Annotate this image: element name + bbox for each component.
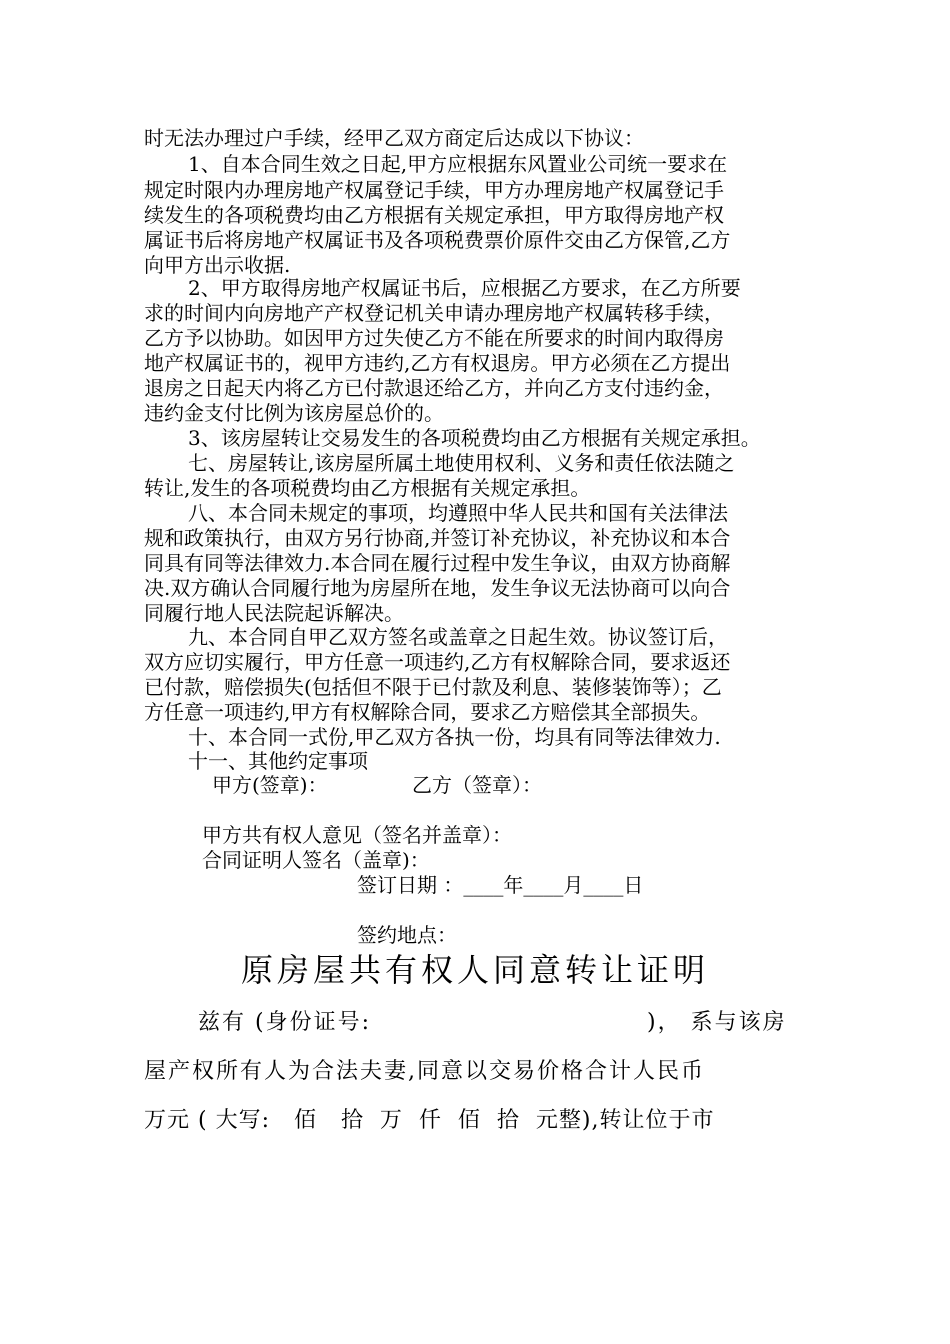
paragraph-line: 属证书后将房地产权属证书及各项税费票价原件交由乙方保管,乙方 [144,228,731,252]
signing-place: 签约地点： [357,923,457,947]
paragraph-line: 方任意一项违约,甲方有权解除合同，要求乙方赔偿其全部损失。 [144,700,711,724]
party-b-signature: 乙方（签章）： [412,773,542,797]
witness-signature: 合同证明人签名（盖章)： [202,848,430,872]
paragraph-line: 1、自本合同生效之日起,甲方应根据东风置业公司统一要求在 [188,152,728,176]
paragraph-line: 九、本合同自甲乙双方签名或盖章之日起生效。协议签订后， [188,625,728,649]
paragraph-line: 地产权属证书的，视甲方违约,乙方有权退房。甲方必须在乙方提出 [144,351,731,375]
paragraph-line: 转让,发生的各项税费均由乙方根据有关规定承担。 [144,476,591,500]
paragraph-line: 3、该房屋转让交易发生的各项税费均由乙方根据有关规定承担。 [188,426,761,450]
certificate-line: 万元 ( 大写: 佰 拾 万 仟 佰 拾 元整),转让位于市 [144,1108,715,1133]
paragraph-line: 2、甲方取得房地产权属证书后，应根据乙方要求，在乙方所要 [188,276,741,300]
paragraph-line: 乙方予以协助。如因甲方过失使乙方不能在所要求的时间内取得房 [144,326,724,350]
certificate-line: 兹有 (身份证号: [198,1010,371,1035]
paragraph-line: 决.双方确认合同履行地为房屋所在地，发生争议无法协商可以向合 [144,576,731,600]
paragraph-line: 规和政策执行，由双方另行协商,并签订补充协议，补充协议和本合 [144,526,731,550]
paragraph-line: 向甲方出示收据. [144,253,291,277]
paragraph-line: 十一、其他约定事项 [188,749,368,773]
paragraph-line: 违约金支付比例为该房屋总价的。 [144,401,444,425]
certificate-title: 原房屋共有权人同意转让证明 [240,951,709,989]
paragraph-line: 十、本合同一式份,甲乙双方各执一份，均具有同等法律效力. [188,725,721,749]
paragraph-line: 同履行地人民法院起诉解决。 [144,601,404,625]
paragraph-line: 退房之日起天内将乙方已付款退还给乙方，并向乙方支付违约金， [144,376,724,400]
paragraph-line: 求的时间内向房地产产权登记机关申请办理房地产权属转移手续， [144,301,724,325]
paragraph-line: 时无法办理过户手续，经甲乙双方商定后达成以下协议： [144,126,644,150]
party-a-signature: 甲方(签章)： [212,773,328,797]
paragraph-line: 规定时限内办理房地产权属登记手续，甲方办理房地产权属登记手 [144,178,724,202]
paragraph-line: 续发生的各项税费均由乙方根据有关规定承担，甲方取得房地产权 [144,203,724,227]
signing-date: 签订日期 ：____年____月____日 [357,873,644,897]
paragraph-line: 八、本合同未规定的事项，均遵照中华人民共和国有关法律法 [188,501,728,525]
paragraph-line: 七、房屋转让,该房屋所属土地使用权利、义务和责任依法随之 [188,451,735,475]
certificate-line: 屋产权所有人为合法夫妻,同意以交易价格合计人民币 [144,1059,705,1084]
paragraph-line: 双方应切实履行，甲方任意一项违约,乙方有权解除合同，要求返还 [144,650,731,674]
paragraph-line: 已付款，赔偿损失(包括但不限于已付款及利息、装修装饰等）；乙 [144,675,722,699]
co-owner-opinion: 甲方共有权人意见（签名并盖章）： [202,823,512,847]
paragraph-line: 同具有同等法律效力.本合同在履行过程中发生争议，由双方协商解 [144,551,731,575]
certificate-line: )， 系与该房 [647,1010,787,1035]
